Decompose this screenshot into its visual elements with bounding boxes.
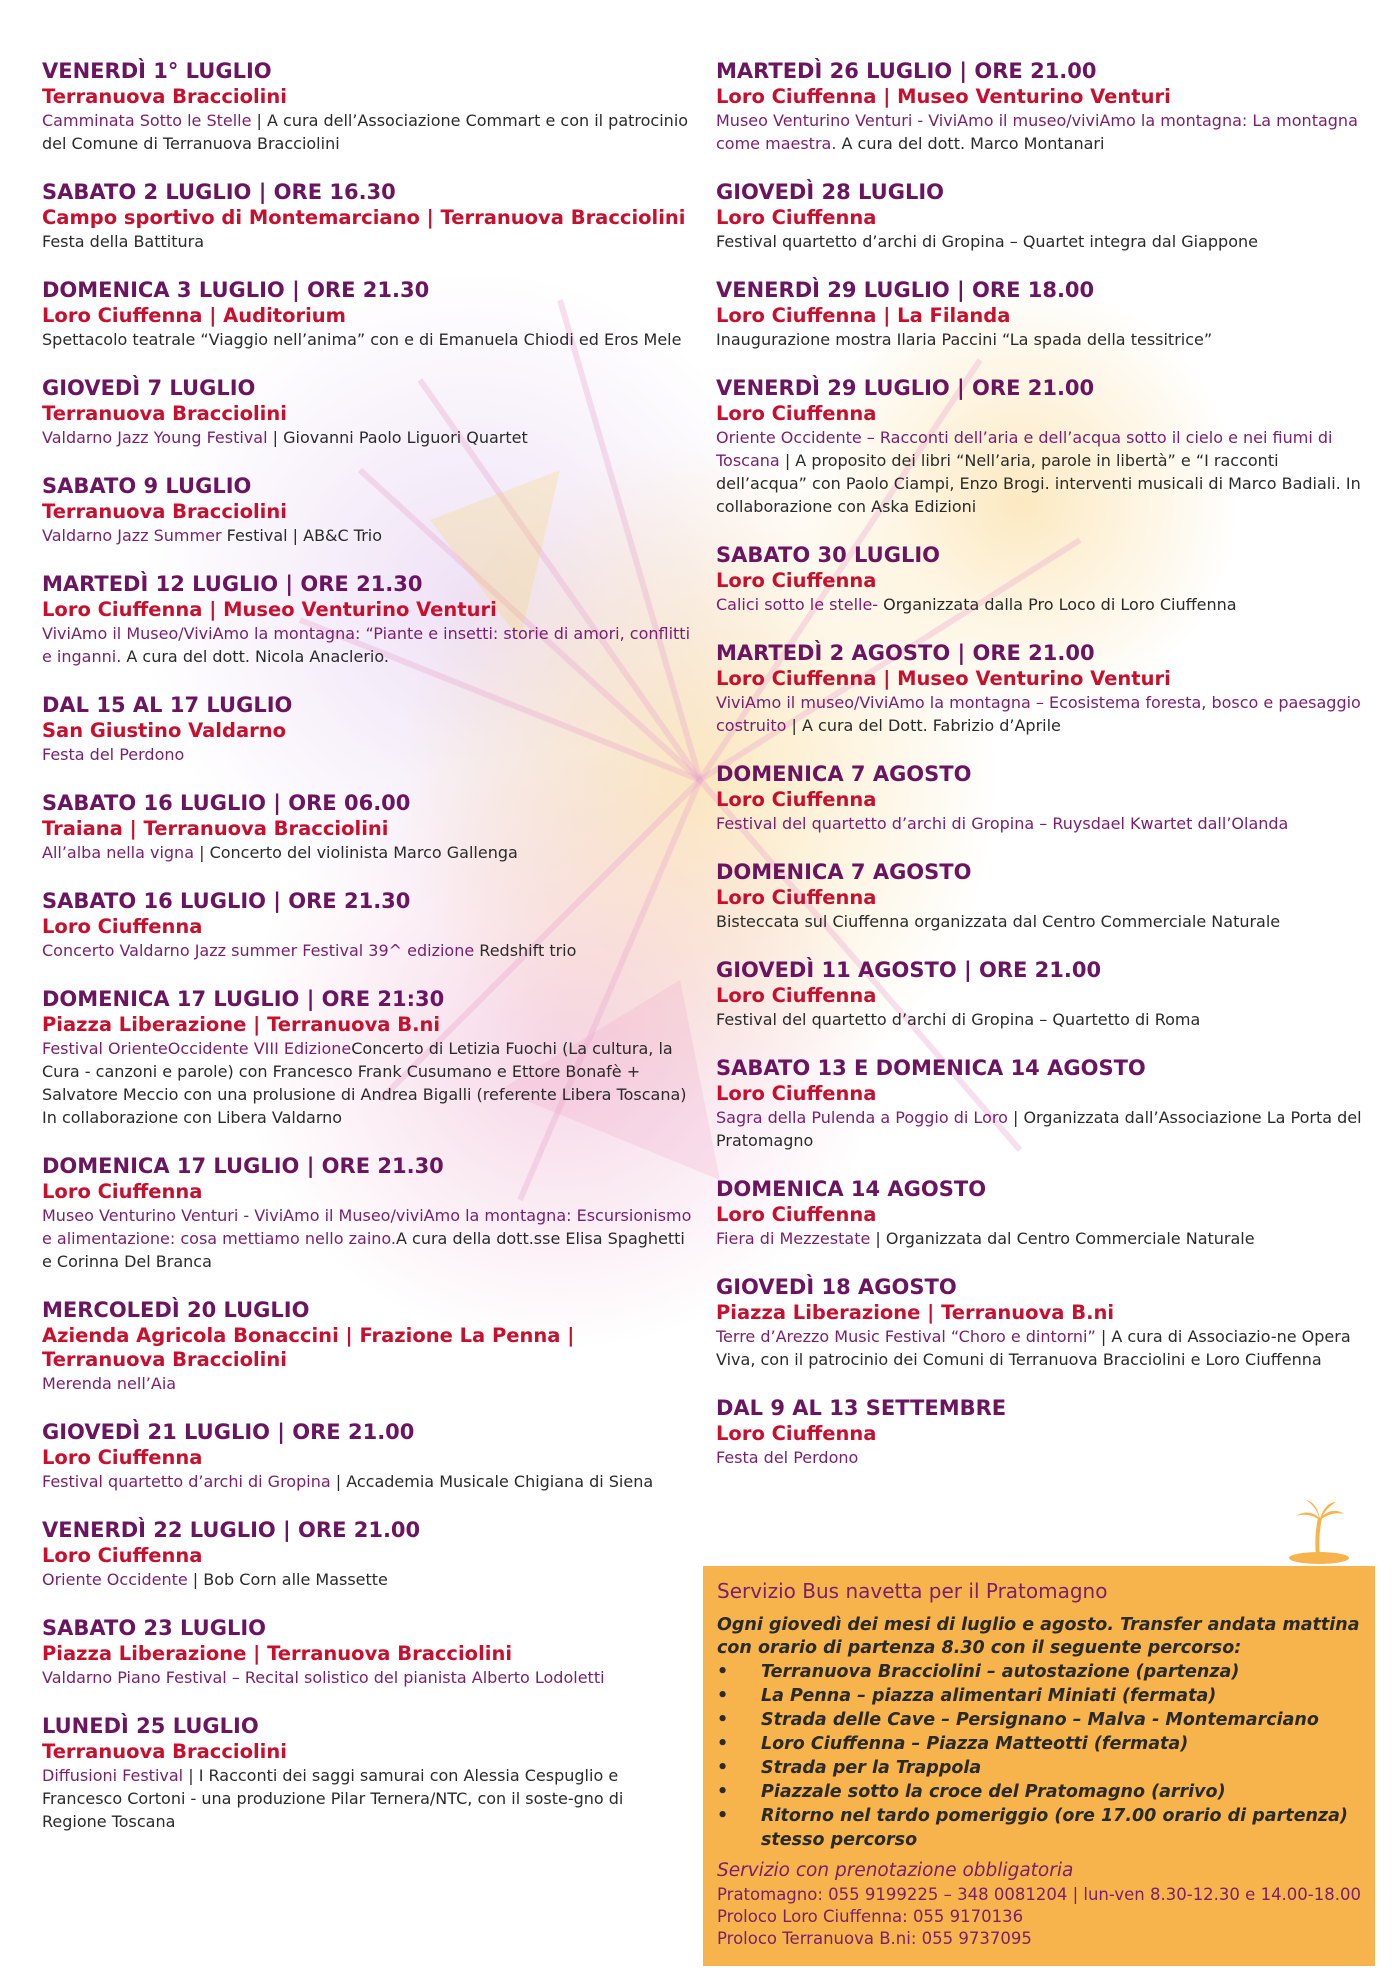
event-details: | A cura dell’Associazione Commart e con il patrocinio del Comune di Terranuova Bracciolini: [42, 111, 689, 153]
event-place: Loro Ciuffenna: [42, 1180, 203, 1203]
event-item: [716, 277, 1366, 351]
event-title: Valdarno Piano Festival – Recital solistico del pianista Alberto Lodoletti: [42, 1668, 605, 1687]
left-column: [42, 58, 692, 1857]
event-details: | I Racconti dei saggi samurai con Alessia Cespuglio e Francesco Cortoni - una produzione Pilar Ternera/NTC, con il soste-gno di Regione Toscana: [42, 1766, 624, 1831]
event-details: A cura della dott.sse Elisa Spaghetti e Corinna Del Branca: [42, 1229, 685, 1271]
event-description: [716, 426, 1366, 518]
right-column: [716, 58, 1366, 1493]
event-date: SABATO 2 LUGLIO | ORE 16.30: [42, 180, 396, 204]
event-place: Loro Ciuffenna: [716, 206, 877, 229]
bus-intro: Ogni giovedì dei mesi di luglio e agosto. Transfer andata mattina con orario di partenza 8.30 con il seguente percorso:: [717, 1615, 1360, 1658]
event-date: GIOVEDÌ 18 AGOSTO: [716, 1275, 957, 1299]
event-description: [42, 1666, 692, 1689]
event-place: Piazza Liberazione | Terranuova B.ni: [42, 1013, 441, 1036]
event-place: Terranuova Bracciolini: [42, 500, 287, 523]
event-item: [42, 1517, 692, 1591]
event-date: DOMENICA 14 AGOSTO: [716, 1177, 987, 1201]
bus-booking-note: Servizio con prenotazione obbligatoria: [717, 1860, 1074, 1881]
event-details: Redshift trio: [474, 941, 577, 960]
event-place: Loro Ciuffenna: [716, 569, 877, 592]
event-description: [42, 1204, 692, 1273]
event-details: | Concerto del violinista Marco Gallenga: [194, 843, 518, 862]
event-description: [716, 1008, 1366, 1031]
event-title: Museo Venturino Venturi - ViviAmo il Museo/viviAmo la montagna: Escursionismo e alimentazione: cosa mettiamo nello zaino.: [42, 1206, 692, 1248]
event-item: [42, 179, 692, 253]
event-place: Terranuova Bracciolini: [42, 85, 287, 108]
event-date: LUNEDÌ 25 LUGLIO: [42, 1714, 259, 1738]
event-place: Loro Ciuffenna | La Filanda: [716, 304, 1011, 327]
bus-shuttle-box: [703, 1566, 1375, 1966]
event-item: [716, 859, 1366, 933]
event-title: Camminata Sotto le Stelle: [42, 111, 252, 130]
event-title: Oriente Occidente – Racconti dell’aria e dell’acqua sotto il cielo e nei fiumi di Toscana: [716, 428, 1333, 470]
bus-stop-label: Strada delle Cave – Persignano – Malva - Montemarciano: [761, 1710, 1319, 1730]
event-title: Diffusioni Festival: [42, 1766, 184, 1785]
event-description: [716, 1227, 1366, 1250]
event-item: [42, 375, 692, 449]
event-place: Loro Ciuffenna: [716, 1422, 877, 1445]
event-description: [716, 1446, 1366, 1469]
event-item: [42, 1297, 692, 1395]
bus-stop-item: [717, 1732, 1361, 1756]
event-item: [716, 1176, 1366, 1250]
event-date: MARTEDÌ 2 AGOSTO | ORE 21.00: [716, 641, 1095, 665]
event-details: | Accademia Musicale Chigiana di Siena: [330, 1472, 654, 1491]
event-date: VENERDÌ 29 LUGLIO | ORE 18.00: [716, 278, 1095, 302]
event-item: [716, 761, 1366, 835]
event-description: [42, 939, 692, 962]
event-title: Festival quartetto d’archi di Gropina: [42, 1472, 331, 1491]
event-description: [716, 691, 1366, 737]
event-item: [716, 375, 1366, 518]
event-description: [42, 1568, 692, 1591]
event-date: DAL 9 AL 13 SETTEMBRE: [716, 1396, 1007, 1420]
event-place: Loro Ciuffenna: [42, 915, 203, 938]
event-title: Oriente Occidente: [42, 1570, 188, 1589]
event-date: DOMENICA 3 LUGLIO | ORE 21.30: [42, 278, 430, 302]
event-description: [716, 1106, 1366, 1152]
bus-stop-item: [717, 1708, 1361, 1732]
event-place: Loro Ciuffenna: [716, 1203, 877, 1226]
event-details: | A cura del Dott. Fabrizio d’Aprile: [786, 716, 1061, 735]
event-place: Loro Ciuffenna: [42, 1446, 203, 1469]
event-date: MARTEDÌ 26 LUGLIO | ORE 21.00: [716, 59, 1097, 83]
event-title: Concerto Valdarno Jazz summer Festival 39^ edizione: [42, 941, 475, 960]
bus-route-list: [717, 1660, 1361, 1852]
event-title: Sagra della Pulenda a Poggio di Loro: [716, 1108, 1008, 1127]
event-description: [716, 812, 1366, 835]
bus-contact-2: Proloco Loro Ciuffenna: 055 9170136: [717, 1907, 1024, 1926]
event-item: [716, 542, 1366, 616]
bus-contact-3: Proloco Terranuova B.ni: 055 9737095: [717, 1929, 1032, 1948]
bullet-icon: •: [717, 1782, 729, 1802]
event-item: [716, 1055, 1366, 1152]
event-description: [42, 1372, 692, 1395]
event-date: SABATO 16 LUGLIO | ORE 06.00: [42, 791, 411, 815]
event-date: MARTEDÌ 12 LUGLIO | ORE 21.30: [42, 572, 423, 596]
event-date: SABATO 16 LUGLIO | ORE 21.30: [42, 889, 411, 913]
event-details: Bisteccata sul Ciuffenna organizzata dal Centro Commerciale Naturale: [716, 912, 1281, 931]
event-item: [42, 571, 692, 668]
event-date: DOMENICA 7 AGOSTO: [716, 860, 972, 884]
event-description: [716, 230, 1366, 253]
bus-title: Servizio Bus navetta per il Pratomagno: [717, 1579, 1108, 1603]
event-description: [716, 1325, 1366, 1371]
bus-stop-item: [717, 1756, 1361, 1780]
event-place: Loro Ciuffenna: [716, 1082, 877, 1105]
event-details: Festival quartetto d’archi di Gropina – Quartet integra dal Giappone: [716, 232, 1258, 251]
event-place: Loro Ciuffenna | Museo Venturino Venturi: [42, 598, 497, 621]
event-details: Festival del quartetto d’archi di Gropina – Quartetto di Roma: [716, 1010, 1201, 1029]
event-item: [42, 473, 692, 547]
event-item: [716, 1274, 1366, 1371]
bus-stop-label: Piazzale sotto la croce del Pratomagno (arrivo): [761, 1782, 1226, 1802]
bus-stop-item: [717, 1684, 1361, 1708]
bus-stop-label: Loro Ciuffenna – Piazza Matteotti (fermata): [761, 1734, 1189, 1754]
event-details: A cura del dott. Nicola Anaclerio.: [121, 647, 389, 666]
event-date: MERCOLEDÌ 20 LUGLIO: [42, 1298, 310, 1322]
event-description: [42, 1470, 692, 1493]
event-details: | Organizzata dall’Associazione La Porta del Pratomagno: [716, 1108, 1362, 1150]
event-item: [716, 58, 1366, 155]
event-place: Terranuova Bracciolini: [42, 402, 287, 425]
event-details: | Bob Corn alle Massette: [187, 1570, 388, 1589]
bullet-icon: •: [717, 1686, 729, 1706]
bullet-icon: •: [717, 1758, 729, 1778]
event-description: [42, 1764, 692, 1833]
event-title: Festa del Perdono: [716, 1448, 859, 1467]
event-item: [42, 277, 692, 351]
event-details: | Giovanni Paolo Liguori Quartet: [267, 428, 528, 447]
bus-stop-item: [717, 1660, 1361, 1684]
event-description: [716, 109, 1366, 155]
event-details: | A proposito dei libri “Nell’aria, parole in libertà” e “I racconti dell’acqua” con Paolo Ciampi, Enzo Brogi. interventi musicali di Marco Badiali. In collaborazione con Aska Edizioni: [716, 451, 1361, 516]
event-title: Valdarno Jazz Young Festival: [42, 428, 268, 447]
event-title: All’alba nella vigna: [42, 843, 194, 862]
event-description: [42, 109, 692, 155]
event-details: Concerto di Letizia Fuochi (La cultura, la Cura - canzoni e parole) con Francesco Frank Cusumano e Ettore Bonafè + Salvatore Meccio con una prolusione di Andrea Bigalli (referente Libera Toscana) In collaborazione con Libera Valdarno: [42, 1039, 687, 1127]
event-place: Loro Ciuffenna | Museo Venturino Venturi: [716, 85, 1171, 108]
event-item: [42, 790, 692, 864]
event-details: Inaugurazione mostra Ilaria Paccini “La spada della tessitrice”: [716, 330, 1213, 349]
event-description: [716, 593, 1366, 616]
event-item: [42, 58, 692, 155]
event-details: | A cura di Associazio-ne Opera Viva, con il patrocinio dei Comuni di Terranuova Bracciolini e Loro Ciuffenna: [716, 1327, 1351, 1369]
event-description: [42, 230, 692, 253]
event-title: Terre d’Arezzo Music Festival “Choro e dintorni”: [716, 1327, 1096, 1346]
bullet-icon: •: [717, 1806, 729, 1826]
event-place: San Giustino Valdarno: [42, 719, 287, 742]
bus-contact-1: Pratomagno: 055 9199225 – 348 0081204 | lun-ven 8.30-12.30 e 14.00-18.00: [717, 1885, 1361, 1904]
event-place: Campo sportivo di Montemarciano | Terranuova Bracciolini: [42, 206, 686, 229]
event-item: [42, 692, 692, 766]
event-description: [42, 426, 692, 449]
event-date: DOMENICA 17 LUGLIO | ORE 21.30: [42, 1154, 444, 1178]
event-date: SABATO 13 E DOMENICA 14 AGOSTO: [716, 1056, 1146, 1080]
event-title: Calici sotto le stelle-: [716, 595, 879, 614]
event-item: [42, 986, 692, 1129]
event-details: Festa della Battitura: [42, 232, 205, 251]
event-date: SABATO 9 LUGLIO: [42, 474, 252, 498]
event-date: DOMENICA 17 LUGLIO | ORE 21:30: [42, 987, 445, 1011]
event-title: Festival del quartetto d’archi di Gropina – Ruysdael Kwartet dall’Olanda: [716, 814, 1289, 833]
event-item: [42, 1419, 692, 1493]
event-place: Piazza Liberazione | Terranuova B.ni: [716, 1301, 1115, 1324]
event-date: DAL 15 AL 17 LUGLIO: [42, 693, 293, 717]
event-description: [42, 328, 692, 351]
bullet-icon: •: [717, 1734, 729, 1754]
event-item: [716, 957, 1366, 1031]
event-place: Loro Ciuffenna | Museo Venturino Venturi: [716, 667, 1171, 690]
event-description: [42, 841, 692, 864]
event-place: Loro Ciuffenna: [716, 886, 877, 909]
event-title: Festa del Perdono: [42, 745, 185, 764]
event-place: Loro Ciuffenna: [716, 788, 877, 811]
event-date: GIOVEDÌ 7 LUGLIO: [42, 376, 256, 400]
event-place: Loro Ciuffenna | Auditorium: [42, 304, 346, 327]
event-date: SABATO 23 LUGLIO: [42, 1616, 266, 1640]
event-date: VENERDÌ 1° LUGLIO: [42, 59, 272, 83]
event-description: [42, 622, 692, 668]
event-date: SABATO 30 LUGLIO: [716, 543, 940, 567]
event-description: [42, 524, 692, 547]
event-date: DOMENICA 7 AGOSTO: [716, 762, 972, 786]
bus-stop-label: Strada per la Trappola: [761, 1758, 982, 1778]
event-date: GIOVEDÌ 28 LUGLIO: [716, 180, 944, 204]
event-details: Organizzata dalla Pro Loco di Loro Ciuffenna: [878, 595, 1237, 614]
event-title: Museo Venturino Venturi - ViviAmo il museo/viviAmo la montagna: La montagna come maestra.: [716, 111, 1358, 153]
event-place: Azienda Agricola Bonaccini | Frazione La Penna | Terranuova Bracciolini: [42, 1324, 575, 1371]
event-details: Spettacolo teatrale “Viaggio nell’anima” con e di Emanuela Chiodi ed Eros Mele: [42, 330, 682, 349]
bus-stop-label: Ritorno nel tardo pomeriggio (ore 17.00 orario di partenza) stesso percorso: [761, 1806, 1348, 1850]
event-place: Piazza Liberazione | Terranuova Bracciolini: [42, 1642, 513, 1665]
event-details: A cura del dott. Marco Montanari: [836, 134, 1105, 153]
event-place: Traiana | Terranuova Bracciolini: [42, 817, 389, 840]
event-item: [716, 1395, 1366, 1469]
event-item: [716, 640, 1366, 737]
event-place: Loro Ciuffenna: [716, 402, 877, 425]
event-title: ViviAmo il museo/ViviAmo la montagna – Ecosistema foresta, bosco e paesaggio costruito: [716, 693, 1361, 735]
event-title: Festival OrienteOccidente VIII Edizione: [42, 1039, 352, 1058]
event-title: Fiera di Mezzestate: [716, 1229, 871, 1248]
event-title: Merenda nell’Aia: [42, 1374, 177, 1393]
event-description: [716, 328, 1366, 351]
event-description: [716, 910, 1366, 933]
palm-island-icon: [1288, 1496, 1350, 1564]
event-place: Loro Ciuffenna: [716, 984, 877, 1007]
event-date: GIOVEDÌ 11 AGOSTO | ORE 21.00: [716, 958, 1102, 982]
event-date: VENERDÌ 22 LUGLIO | ORE 21.00: [42, 1518, 421, 1542]
bus-stop-item: [717, 1804, 1361, 1852]
bullet-icon: •: [717, 1710, 729, 1730]
event-description: [42, 1037, 692, 1129]
bullet-icon: •: [717, 1662, 729, 1682]
event-item: [42, 1713, 692, 1833]
event-date: GIOVEDÌ 21 LUGLIO | ORE 21.00: [42, 1420, 415, 1444]
event-details: Festival | AB&C Trio: [221, 526, 383, 545]
event-item: [42, 1615, 692, 1689]
event-details: | Organizzata dal Centro Commerciale Naturale: [870, 1229, 1255, 1248]
event-title: ViviAmo il Museo/ViviAmo la montagna: “Piante e insetti: storie di amori, conflitti e inganni.: [42, 624, 691, 666]
event-place: Terranuova Bracciolini: [42, 1740, 287, 1763]
bus-stop-item: [717, 1780, 1361, 1804]
event-place: Loro Ciuffenna: [42, 1544, 203, 1567]
event-item: [42, 1153, 692, 1273]
event-date: VENERDÌ 29 LUGLIO | ORE 21.00: [716, 376, 1095, 400]
event-title: Valdarno Jazz Summer: [42, 526, 222, 545]
bus-stop-label: Terranuova Bracciolini – autostazione (partenza): [761, 1662, 1240, 1682]
bus-stop-label: La Penna – piazza alimentari Miniati (fermata): [761, 1686, 1217, 1706]
event-item: [716, 179, 1366, 253]
event-item: [42, 888, 692, 962]
event-description: [42, 743, 692, 766]
